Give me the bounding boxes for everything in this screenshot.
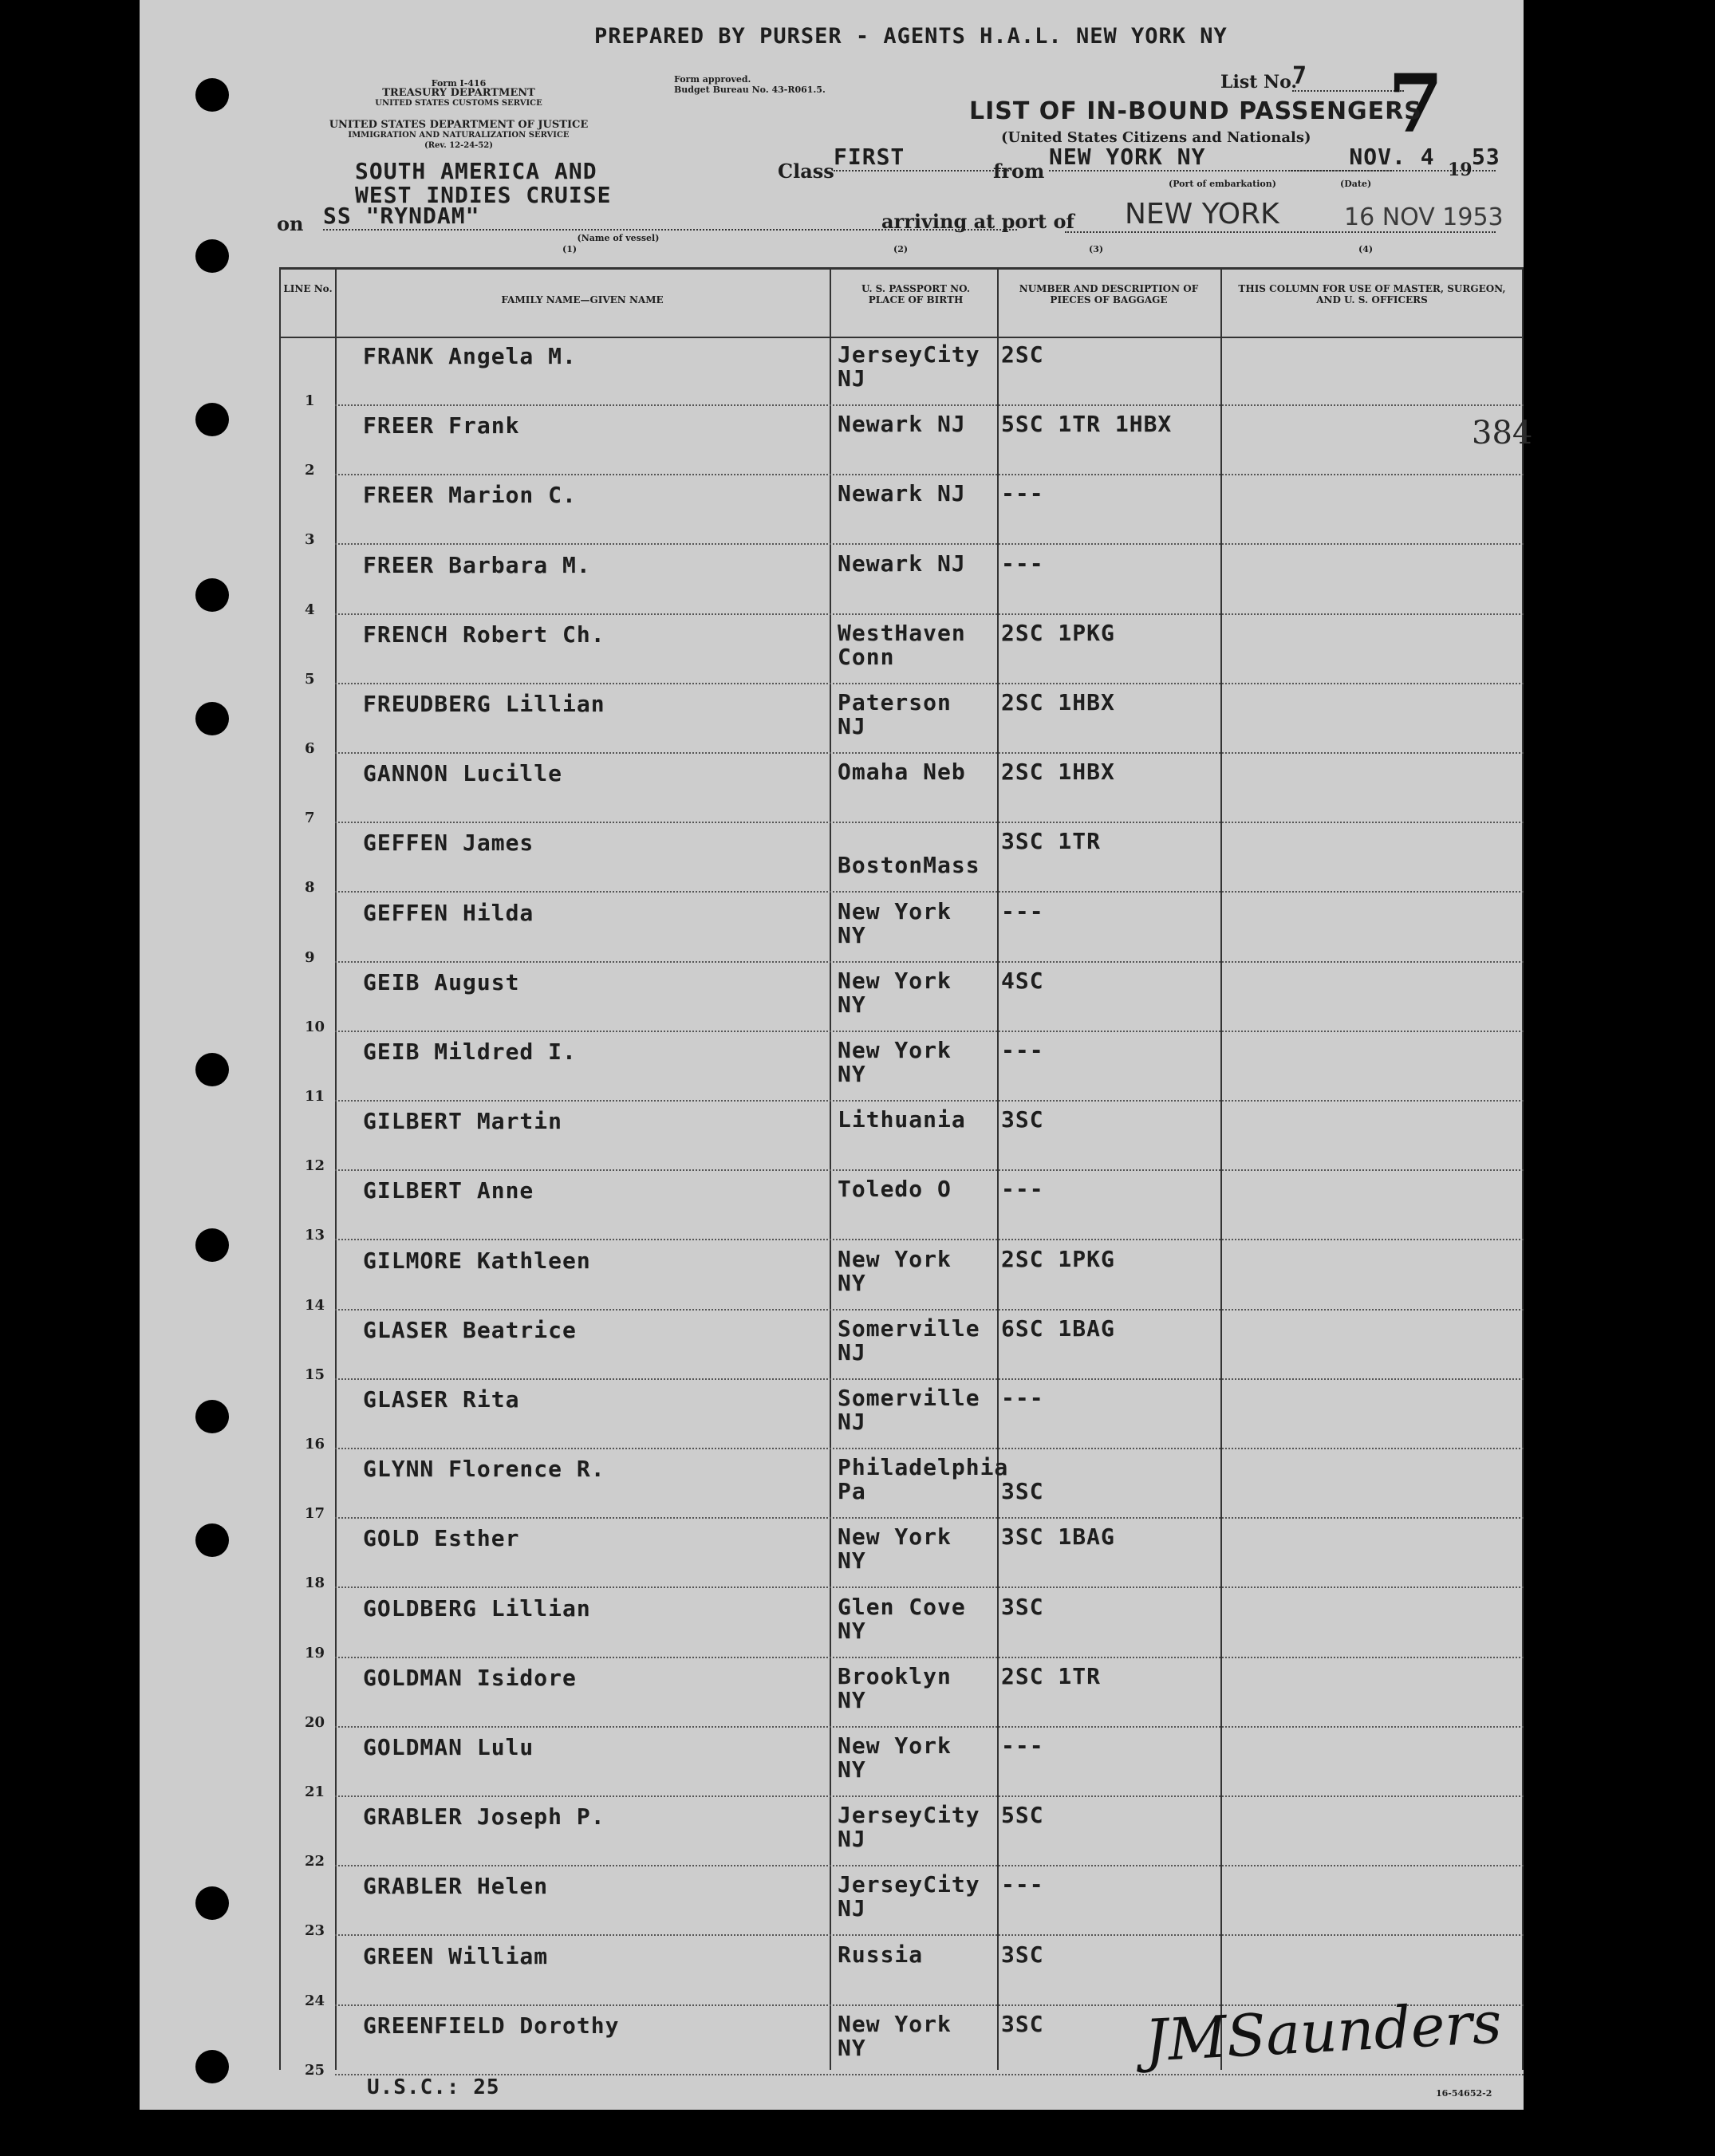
line-number: 12: [305, 1157, 325, 1175]
table-row: [279, 1658, 1524, 1731]
line-number: 13: [305, 1227, 325, 1244]
table-row: [279, 475, 1524, 549]
baggage-description: 2SC 1PKG: [1001, 619, 1115, 646]
passenger-table: [279, 267, 1533, 2079]
list-no-handwritten: 7: [1388, 57, 1444, 151]
baggage-description: 2SC 1HBX: [1001, 759, 1115, 786]
form-approved: Form approved.: [674, 74, 751, 85]
class-label: Class: [778, 160, 834, 183]
punch-hole: [195, 239, 229, 273]
baggage-description: ---: [1001, 480, 1044, 507]
baggage-description: ---: [1001, 1037, 1044, 1063]
punch-hole: [195, 702, 229, 735]
place-of-birth: Newark NJ: [838, 411, 966, 438]
table-row: [279, 337, 1524, 409]
arrival-port: NEW YORK: [1125, 198, 1279, 231]
ins-service: IMMIGRATION AND NATURALIZATION SERVICE: [348, 131, 570, 140]
place-of-birth: Brooklyn NY: [838, 1662, 952, 1713]
manifest-title: LIST OF IN-BOUND PASSENGERS: [969, 97, 1422, 125]
line-number: 1: [305, 392, 315, 409]
baggage-description: 3SC: [1001, 1106, 1044, 1133]
line-number: 16: [305, 1436, 325, 1452]
line-number: 3: [305, 531, 315, 549]
cruise-line-2: WEST INDIES CRUISE: [355, 182, 612, 208]
passenger-name: FREER Barbara M.: [363, 551, 591, 578]
from-label: from: [993, 160, 1045, 183]
punch-hole: [195, 1400, 229, 1433]
table-row: [279, 1032, 1524, 1105]
passenger-name: GOLDMAN Isidore: [363, 1664, 577, 1691]
passenger-name: FRENCH Robert Ch.: [363, 621, 605, 648]
line-number: 17: [305, 1505, 325, 1523]
place-of-birth: New York NY: [838, 1245, 952, 1296]
place-of-birth: BostonMass: [838, 852, 980, 879]
col-header-name: FAMILY NAME—GIVEN NAME: [501, 294, 664, 305]
justice-dept: UNITED STATES DEPARTMENT OF JUSTICE: [329, 119, 589, 131]
year-prefix: 19: [1448, 160, 1473, 180]
line-number: 20: [305, 1713, 325, 1731]
prepared-by-line: PREPARED BY PURSER - AGENTS H.A.L. NEW YORK NY: [594, 24, 1228, 49]
passenger-name: GRABLER Helen: [363, 1873, 549, 1900]
place-of-birth: New York NY: [838, 1037, 952, 1087]
usc-count: U.S.C.: 25: [367, 2075, 500, 2099]
place-of-birth: Glen Cove NY: [838, 1593, 966, 1644]
embark-date: NOV. 4: [1288, 144, 1496, 171]
budget-bureau: Budget Bureau No. 43-R061.5.: [674, 85, 826, 95]
baggage-description: ---: [1001, 1871, 1044, 1898]
passenger-name: GLYNN Florence R.: [363, 1456, 605, 1483]
place-of-birth: JerseyCity NJ: [838, 1802, 980, 1853]
place-of-birth: Omaha Neb: [838, 759, 966, 786]
baggage-description: 4SC: [1001, 967, 1044, 994]
table-row: [279, 615, 1524, 688]
place-of-birth: Russia: [838, 1941, 924, 1968]
class-value: FIRST: [834, 144, 1009, 171]
table-row: [279, 684, 1524, 757]
table-row: [279, 1241, 1524, 1314]
place-of-birth: JerseyCity NJ: [838, 341, 980, 392]
baggage-description: ---: [1001, 550, 1044, 577]
passenger-name: GOLDMAN Lulu: [363, 1734, 534, 1760]
table-row: [279, 1589, 1524, 1661]
line-number: 8: [305, 879, 315, 897]
table-row: [279, 823, 1524, 897]
table-row: [279, 1866, 1524, 1940]
baggage-description: ---: [1001, 897, 1044, 924]
passenger-name: GOLD Esther: [363, 1525, 520, 1552]
line-number: 21: [305, 1784, 325, 1800]
on-label: on: [277, 212, 304, 235]
vessel-name: SS "RYNDAM": [323, 203, 1017, 231]
passenger-name: GLASER Beatrice: [363, 1316, 577, 1343]
baggage-description: 3SC: [1001, 1478, 1044, 1505]
passenger-name: GEFFEN Hilda: [363, 899, 534, 926]
place-of-birth: New York NY: [838, 1732, 952, 1783]
cruise-line-1: SOUTH AMERICA AND: [355, 158, 597, 184]
embark-caption: (Port of embarkation): [1169, 179, 1276, 189]
line-number: 6: [305, 740, 315, 757]
table-row: [279, 1102, 1524, 1175]
baggage-description: 2SC 1PKG: [1001, 1245, 1115, 1272]
form-print-code: 16-54652-2: [1436, 2088, 1492, 2099]
place-of-birth: Philadelphia Pa: [838, 1454, 1009, 1505]
line-number: 11: [305, 1088, 325, 1105]
line-number: 25: [305, 2061, 325, 2079]
passenger-name: GREENFIELD Dorothy: [363, 2012, 620, 2039]
baggage-description: 3SC 1BAG: [1001, 1523, 1115, 1551]
place-of-birth: Paterson NJ: [838, 689, 952, 739]
baggage-description: 2SC: [1001, 341, 1044, 368]
table-row: [279, 1937, 1524, 2009]
date-caption: (Date): [1340, 179, 1372, 189]
arrival-stamp: 16 NOV 1953: [1344, 203, 1504, 231]
list-no-value: 7: [1292, 62, 1404, 92]
table-row: [279, 1519, 1524, 1592]
baggage-description: ---: [1001, 1732, 1044, 1759]
line-number: 9: [305, 948, 315, 966]
year-suffix: 53: [1472, 144, 1500, 170]
line-number: 4: [305, 601, 315, 618]
place-of-birth: Somerville NJ: [838, 1314, 980, 1366]
place-of-birth: New York NY: [838, 897, 952, 948]
col-header-passport: U. S. PASSPORT NO. PLACE OF BIRTH: [861, 283, 971, 305]
table-row: [279, 406, 1524, 479]
line-number: 14: [305, 1296, 325, 1314]
table-top-rule: [279, 267, 1524, 270]
table-row: [279, 1171, 1524, 1244]
baggage-description: 6SC 1BAG: [1001, 1314, 1115, 1342]
passenger-name: GILBERT Anne: [363, 1177, 534, 1204]
passenger-name: GEIB Mildred I.: [363, 1039, 577, 1065]
line-number: 5: [305, 670, 315, 688]
place-of-birth: Lithuania: [838, 1106, 966, 1133]
line-number: 19: [305, 1644, 325, 1661]
line-number: 15: [305, 1366, 325, 1383]
table-row: [279, 1380, 1524, 1452]
passenger-name: FREUDBERG Lillian: [363, 691, 605, 717]
line-number: 18: [305, 1575, 325, 1592]
embark-port: NEW YORK NY: [1049, 144, 1392, 171]
passenger-name: GANNON Lucille: [363, 760, 563, 787]
list-no-label: List No.: [1220, 72, 1298, 93]
place-of-birth: Newark NJ: [838, 480, 966, 507]
line-number: 23: [305, 1922, 325, 1940]
baggage-description: 5SC 1TR 1HBX: [1001, 411, 1173, 438]
baggage-description: 5SC: [1001, 1802, 1044, 1829]
table-row: [279, 893, 1524, 966]
customs-service: UNITED STATES CUSTOMS SERVICE: [375, 99, 542, 108]
line-number: 24: [305, 1992, 325, 2009]
punch-hole: [195, 1228, 229, 1262]
passenger-name: GREEN William: [363, 1942, 549, 1969]
table-row: [279, 754, 1524, 827]
passenger-name: GILBERT Martin: [363, 1108, 563, 1135]
punch-hole: [195, 78, 229, 112]
treasury-dept: TREASURY DEPARTMENT: [382, 87, 535, 99]
officer-signature: JMSaunders: [1143, 1988, 1504, 2075]
col-number-1: (1): [562, 244, 578, 254]
form-revision: (Rev. 12-24-52): [424, 141, 493, 150]
table-row: [279, 1728, 1524, 1800]
passenger-name: GRABLER Joseph P.: [363, 1803, 605, 1831]
passenger-name: GEFFEN James: [363, 830, 534, 857]
col-header-line-no: LINE No.: [283, 283, 333, 294]
place-of-birth: New York NY: [838, 967, 952, 1018]
col-number-2: (2): [893, 244, 909, 254]
col-header-officers: THIS COLUMN FOR USE OF MASTER, SURGEON, AND U. S. OFFICERS: [1238, 283, 1506, 305]
place-of-birth: WestHaven Conn: [838, 619, 966, 670]
punch-hole: [195, 1886, 229, 1920]
col-number-4: (4): [1358, 244, 1374, 254]
passenger-name: GEIB August: [363, 968, 520, 995]
baggage-description: ---: [1001, 1176, 1044, 1203]
baggage-description: 3SC 1TR: [1001, 828, 1102, 855]
place-of-birth: New York NY: [838, 2010, 952, 2061]
form-number: Form I-416: [431, 78, 487, 89]
punch-hole: [195, 578, 229, 612]
table-row: [279, 1797, 1524, 1870]
col-header-baggage: NUMBER AND DESCRIPTION OF PIECES OF BAGGAGE: [1019, 283, 1199, 305]
baggage-description: ---: [1001, 1385, 1044, 1411]
passenger-name: FREER Marion C.: [363, 482, 577, 509]
manifest-subtitle: (United States Citizens and Nationals): [1001, 129, 1311, 146]
place-of-birth: New York NY: [838, 1523, 952, 1575]
passenger-name: GLASER Rita: [363, 1386, 520, 1413]
baggage-description: 3SC: [1001, 2010, 1044, 2037]
baggage-description: 3SC: [1001, 1593, 1044, 1620]
table-row: [279, 963, 1524, 1035]
punch-hole: [195, 1053, 229, 1086]
vessel-caption: (Name of vessel): [577, 233, 660, 243]
baggage-description: 2SC 1HBX: [1001, 689, 1115, 715]
manifest-sheet: [140, 0, 1533, 2110]
baggage-description: 3SC: [1001, 1941, 1044, 1968]
row-rule: [335, 2074, 1524, 2075]
line-number: 22: [305, 1853, 325, 1870]
table-row: [279, 1449, 1524, 1523]
line-number: 10: [305, 1018, 325, 1035]
punch-hole: [195, 403, 229, 436]
line-number: 2: [305, 462, 315, 479]
passenger-name: FREER Frank: [363, 412, 520, 439]
place-of-birth: JerseyCity NJ: [838, 1871, 980, 1922]
punch-hole: [195, 2050, 229, 2083]
passenger-name: FRANK Angela M.: [363, 343, 577, 369]
place-of-birth: Newark NJ: [838, 550, 966, 577]
table-row: [279, 546, 1524, 618]
punch-hole: [195, 1523, 229, 1557]
place-of-birth: Somerville NJ: [838, 1385, 980, 1435]
place-of-birth: Toledo O: [838, 1176, 952, 1203]
passenger-name: GOLDBERG Lillian: [363, 1594, 591, 1622]
passenger-name: GILMORE Kathleen: [363, 1247, 591, 1274]
table-row: [279, 1311, 1524, 1383]
officer-note: 384: [1472, 415, 1533, 451]
col-number-3: (3): [1089, 244, 1104, 254]
line-number: 7: [305, 810, 315, 827]
baggage-description: 2SC 1TR: [1001, 1662, 1102, 1689]
arriving-label: arriving at port of: [881, 210, 1074, 233]
